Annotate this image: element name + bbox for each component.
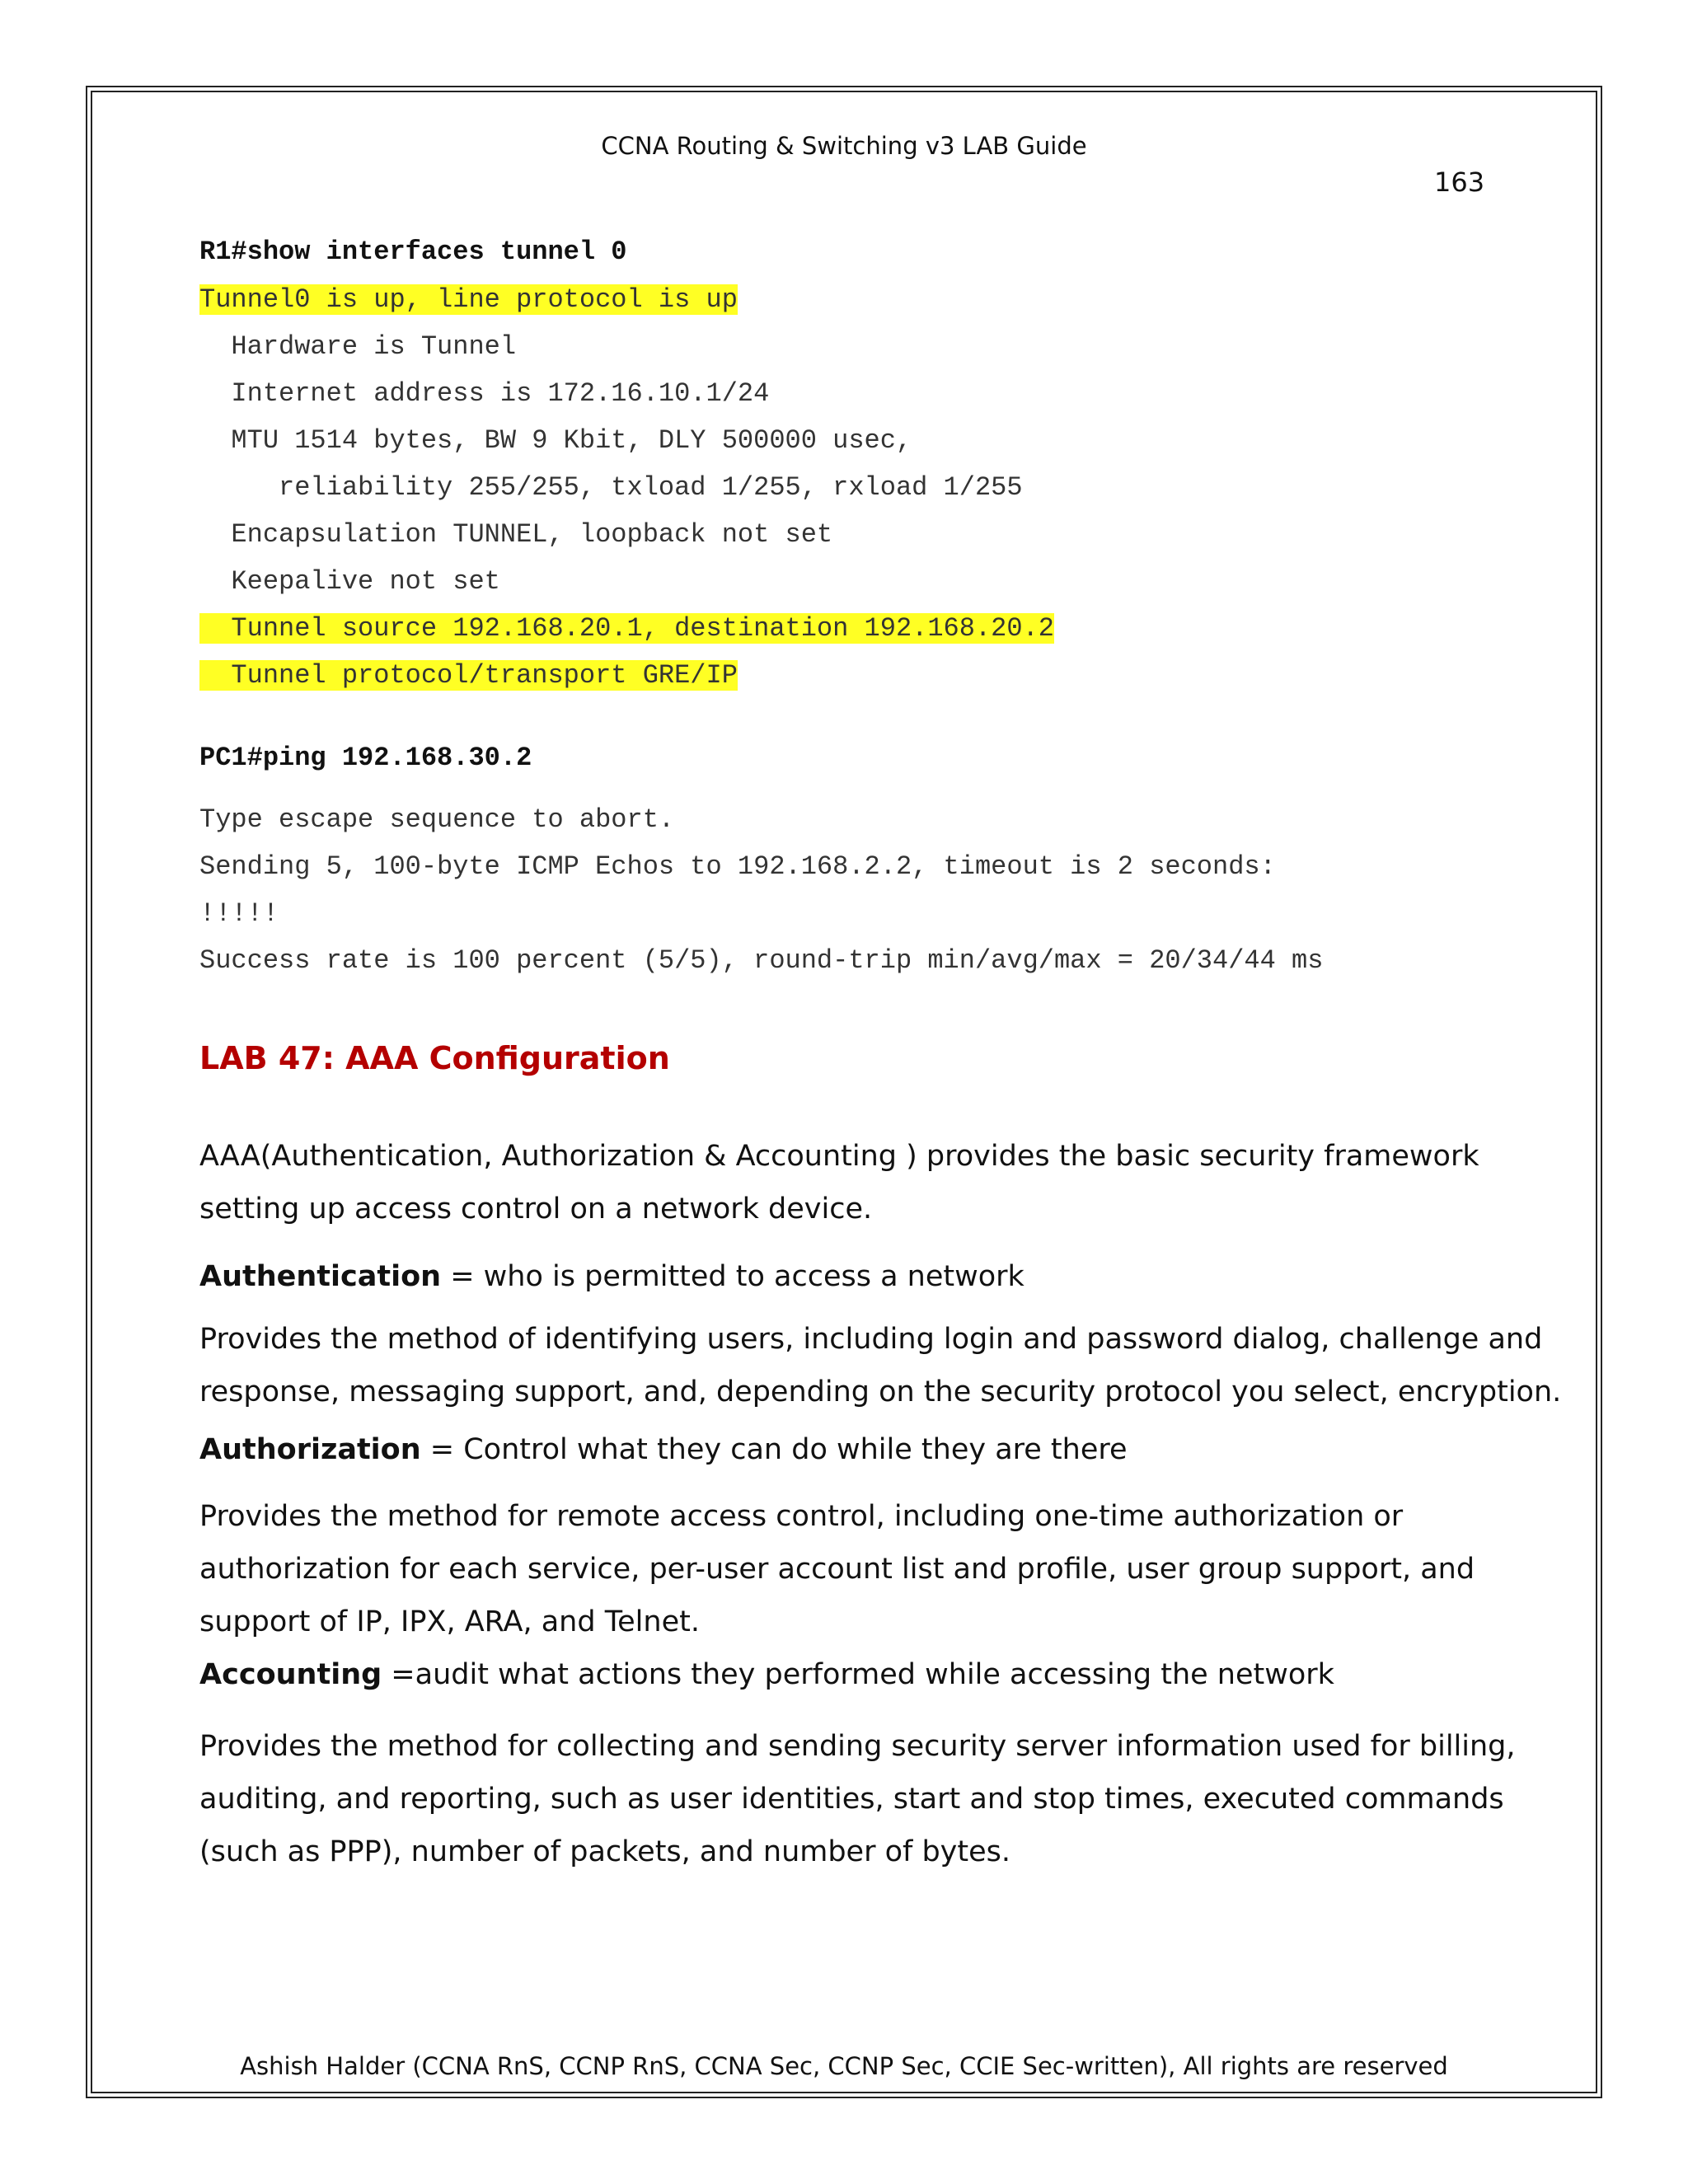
cli-output-line: Success rate is 100 percent (5/5), round-trip min/avg/max = 20/34/44 ms [199, 945, 1324, 976]
lab-title: LAB 47: AAA Configuration [199, 1040, 670, 1076]
cli-output-line: !!!!! [199, 898, 279, 929]
cli-output-line: Tunnel source 192.168.20.1, destination 192.168.20.2 [199, 613, 1054, 644]
intro-line: setting up access control on a network device. [199, 1193, 873, 1226]
cli-output-line: reliability 255/255, txload 1/255, rxload 1/255 [199, 472, 1023, 503]
accounting-desc-line: Provides the method for collecting and sending security server information used for billing, [199, 1730, 1516, 1763]
running-header: CCNA Routing & Switching v3 LAB Guide [601, 132, 1087, 160]
authorization-desc-line: authorization for each service, per-user account list and profile, user group support, and [199, 1553, 1475, 1586]
authentication-term: Authentication [199, 1260, 442, 1293]
cli-output-line: Type escape sequence to abort. [199, 804, 675, 835]
cli-output-line: Sending 5, 100-byte ICMP Echos to 192.168.2.2, timeout is 2 seconds: [199, 851, 1276, 882]
accounting-term: Accounting [199, 1658, 382, 1691]
authorization-term: Authorization [199, 1433, 421, 1466]
authorization-definition: Authorization = Control what they can do while they are there [199, 1433, 1128, 1466]
cli-output-line: MTU 1514 bytes, BW 9 Kbit, DLY 500000 usec, [199, 425, 912, 456]
page-number: 163 [1434, 166, 1485, 198]
cli-command-ping: PC1#ping 192.168.30.2 [199, 743, 532, 773]
cli-output-line: Tunnel0 is up, line protocol is up [199, 284, 738, 315]
cli-command-show-interfaces: R1#show interfaces tunnel 0 [199, 237, 627, 267]
authorization-desc-line: Provides the method for remote access control, including one-time authorization or [199, 1500, 1404, 1533]
authentication-desc-line: Provides the method of identifying users, including login and password dialog, challenge and [199, 1323, 1543, 1356]
accounting-desc-line: auditing, and reporting, such as user identities, start and stop times, executed commands [199, 1783, 1504, 1816]
cli-output-line: Keepalive not set [199, 566, 500, 597]
authentication-desc-line: response, messaging support, and, depending on the security protocol you select, encryption. [199, 1376, 1562, 1408]
cli-output-line: Hardware is Tunnel [199, 331, 517, 362]
page-footer: Ashish Halder (CCNA RnS, CCNP RnS, CCNA Sec, CCNP Sec, CCIE Sec-written), All rights are reserved [240, 2052, 1448, 2080]
cli-output-line: Tunnel protocol/transport GRE/IP [199, 660, 738, 691]
intro-line: AAA(Authentication, Authorization & Accounting ) provides the basic security framework [199, 1140, 1479, 1173]
accounting-definition: Accounting =audit what actions they performed while accessing the network [199, 1658, 1334, 1691]
authentication-definition: Authentication = who is permitted to access a network [199, 1260, 1025, 1293]
accounting-desc-line: (such as PPP), number of packets, and number of bytes. [199, 1835, 1011, 1868]
cli-output-line: Encapsulation TUNNEL, loopback not set [199, 519, 833, 550]
authorization-desc-line: support of IP, IPX, ARA, and Telnet. [199, 1605, 700, 1638]
cli-output-line: Internet address is 172.16.10.1/24 [199, 378, 770, 409]
